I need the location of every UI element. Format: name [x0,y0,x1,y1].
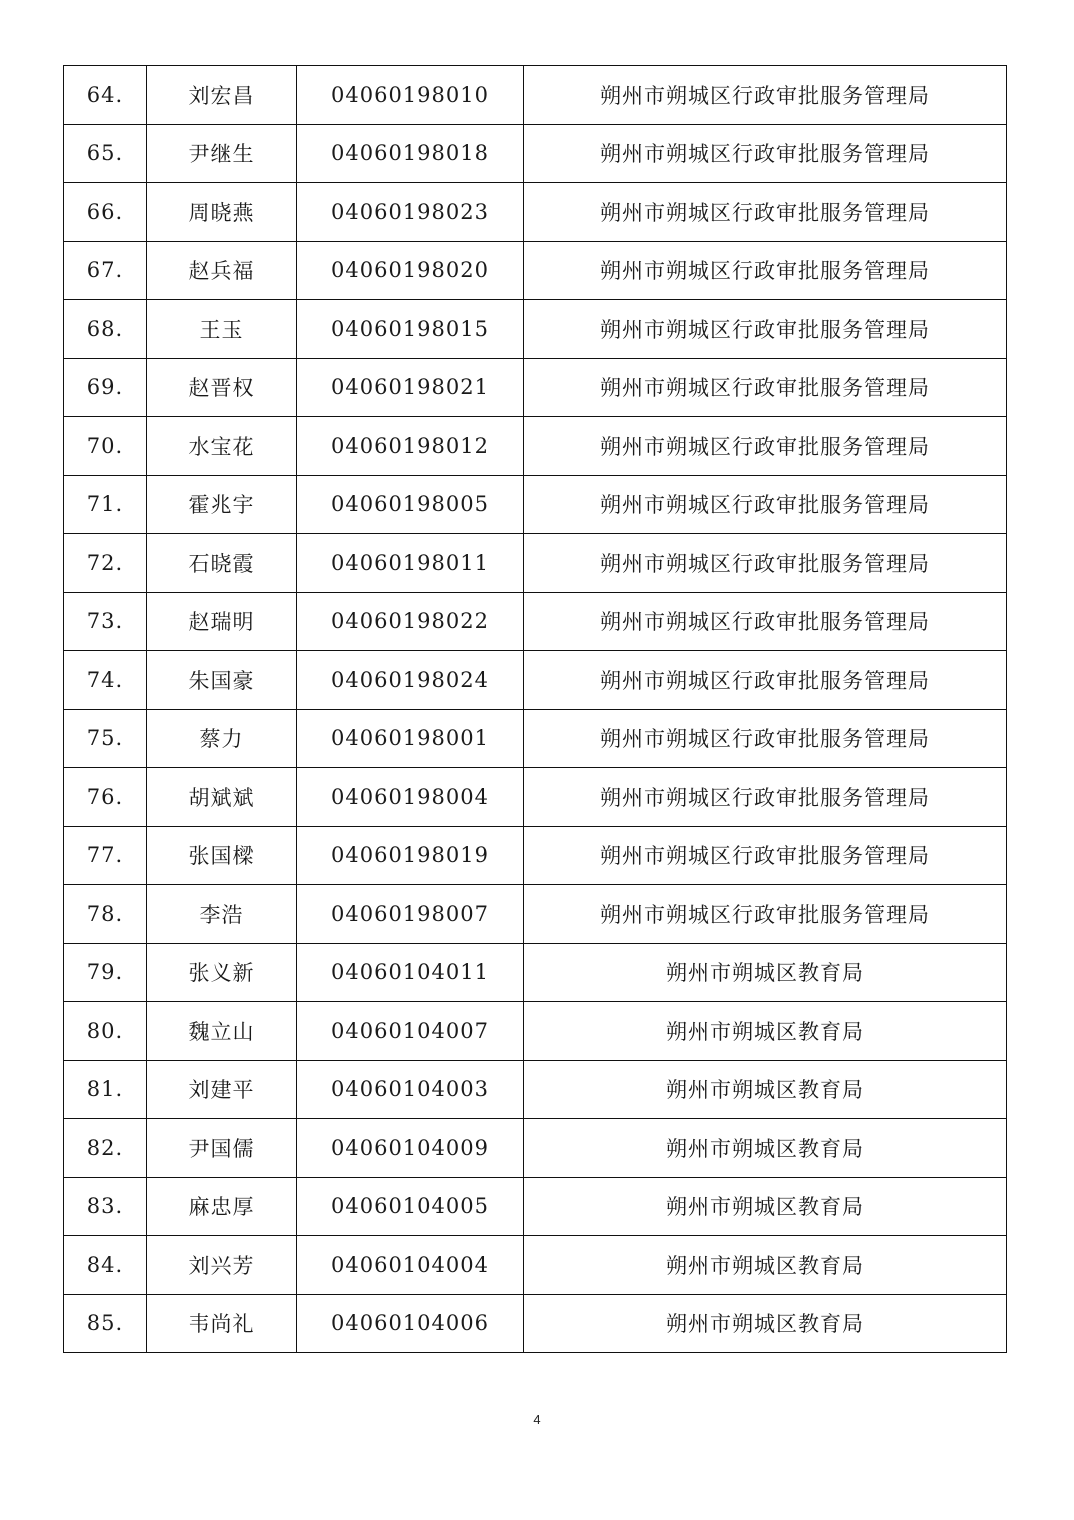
organization-cell: 朔州市朔城区行政审批服务管理局 [524,885,1007,944]
organization-cell: 朔州市朔城区行政审批服务管理局 [524,124,1007,183]
table-row [64,124,1007,183]
organization-cell: 朔州市朔城区行政审批服务管理局 [524,768,1007,827]
exam-id-cell: 04060104005 [297,1177,524,1236]
name-cell: 刘宏昌 [147,66,297,125]
table-row [64,885,1007,944]
name-cell: 胡斌斌 [147,768,297,827]
roster-table [63,65,1007,1353]
name-cell: 王玉 [147,300,297,359]
table-row [64,943,1007,1002]
row-number-cell: 79. [64,943,147,1002]
organization-cell: 朔州市朔城区行政审批服务管理局 [524,183,1007,242]
name-cell: 张国樑 [147,826,297,885]
organization-cell: 朔州市朔城区行政审批服务管理局 [524,709,1007,768]
row-number-cell: 64. [64,66,147,125]
row-number-cell: 75. [64,709,147,768]
name-cell: 蔡力 [147,709,297,768]
exam-id-cell: 04060198018 [297,124,524,183]
page-number: 4 [533,1412,541,1427]
organization-cell: 朔州市朔城区行政审批服务管理局 [524,826,1007,885]
row-number-cell: 69. [64,358,147,417]
exam-id-cell: 04060198010 [297,66,524,125]
organization-cell: 朔州市朔城区教育局 [524,1294,1007,1353]
table-row [64,1060,1007,1119]
organization-cell: 朔州市朔城区行政审批服务管理局 [524,592,1007,651]
table-row [64,592,1007,651]
table-row [64,1119,1007,1178]
row-number-cell: 71. [64,475,147,534]
row-number-cell: 80. [64,1002,147,1061]
row-number-cell: 70. [64,417,147,476]
row-number-cell: 73. [64,592,147,651]
table-row [64,534,1007,593]
exam-id-cell: 04060198022 [297,592,524,651]
table-row [64,826,1007,885]
exam-id-cell: 04060104009 [297,1119,524,1178]
row-number-cell: 67. [64,241,147,300]
exam-id-cell: 04060198021 [297,358,524,417]
table-row [64,1002,1007,1061]
exam-id-cell: 04060198004 [297,768,524,827]
exam-id-cell: 04060198011 [297,534,524,593]
organization-cell: 朔州市朔城区行政审批服务管理局 [524,534,1007,593]
row-number-cell: 76. [64,768,147,827]
name-cell: 赵兵福 [147,241,297,300]
exam-id-cell: 04060104011 [297,943,524,1002]
row-number-cell: 65. [64,124,147,183]
name-cell: 韦尚礼 [147,1294,297,1353]
organization-cell: 朔州市朔城区教育局 [524,943,1007,1002]
table-row [64,768,1007,827]
name-cell: 周晓燕 [147,183,297,242]
name-cell: 赵晋权 [147,358,297,417]
name-cell: 朱国豪 [147,651,297,710]
name-cell: 魏立山 [147,1002,297,1061]
exam-id-cell: 04060104006 [297,1294,524,1353]
row-number-cell: 66. [64,183,147,242]
organization-cell: 朔州市朔城区教育局 [524,1236,1007,1295]
exam-id-cell: 04060198005 [297,475,524,534]
table-row [64,300,1007,359]
name-cell: 石晓霞 [147,534,297,593]
name-cell: 水宝花 [147,417,297,476]
row-number-cell: 78. [64,885,147,944]
table-row [64,1177,1007,1236]
row-number-cell: 81. [64,1060,147,1119]
exam-id-cell: 04060198012 [297,417,524,476]
name-cell: 赵瑞明 [147,592,297,651]
exam-id-cell: 04060198019 [297,826,524,885]
organization-cell: 朔州市朔城区行政审批服务管理局 [524,300,1007,359]
organization-cell: 朔州市朔城区教育局 [524,1060,1007,1119]
organization-cell: 朔州市朔城区行政审批服务管理局 [524,651,1007,710]
exam-id-cell: 04060198023 [297,183,524,242]
table-row [64,709,1007,768]
exam-id-cell: 04060198024 [297,651,524,710]
table-row [64,241,1007,300]
organization-cell: 朔州市朔城区行政审批服务管理局 [524,417,1007,476]
organization-cell: 朔州市朔城区教育局 [524,1002,1007,1061]
table-row [64,1294,1007,1353]
exam-id-cell: 04060104004 [297,1236,524,1295]
row-number-cell: 83. [64,1177,147,1236]
name-cell: 李浩 [147,885,297,944]
name-cell: 刘兴芳 [147,1236,297,1295]
table-row [64,1236,1007,1295]
organization-cell: 朔州市朔城区教育局 [524,1119,1007,1178]
row-number-cell: 72. [64,534,147,593]
table-row [64,417,1007,476]
row-number-cell: 77. [64,826,147,885]
row-number-cell: 84. [64,1236,147,1295]
name-cell: 尹国儒 [147,1119,297,1178]
table-row [64,651,1007,710]
name-cell: 张义新 [147,943,297,1002]
row-number-cell: 85. [64,1294,147,1353]
row-number-cell: 68. [64,300,147,359]
name-cell: 麻忠厚 [147,1177,297,1236]
organization-cell: 朔州市朔城区行政审批服务管理局 [524,358,1007,417]
exam-id-cell: 04060198020 [297,241,524,300]
exam-id-cell: 04060198001 [297,709,524,768]
table-row [64,358,1007,417]
exam-id-cell: 04060198015 [297,300,524,359]
row-number-cell: 74. [64,651,147,710]
name-cell: 霍兆宇 [147,475,297,534]
exam-id-cell: 04060104003 [297,1060,524,1119]
row-number-cell: 82. [64,1119,147,1178]
exam-id-cell: 04060104007 [297,1002,524,1061]
organization-cell: 朔州市朔城区行政审批服务管理局 [524,241,1007,300]
organization-cell: 朔州市朔城区行政审批服务管理局 [524,66,1007,125]
table-row [64,66,1007,125]
exam-id-cell: 04060198007 [297,885,524,944]
name-cell: 刘建平 [147,1060,297,1119]
name-cell: 尹继生 [147,124,297,183]
roster-table-body [64,66,1007,1353]
organization-cell: 朔州市朔城区行政审批服务管理局 [524,475,1007,534]
organization-cell: 朔州市朔城区教育局 [524,1177,1007,1236]
table-row [64,475,1007,534]
table-row [64,183,1007,242]
